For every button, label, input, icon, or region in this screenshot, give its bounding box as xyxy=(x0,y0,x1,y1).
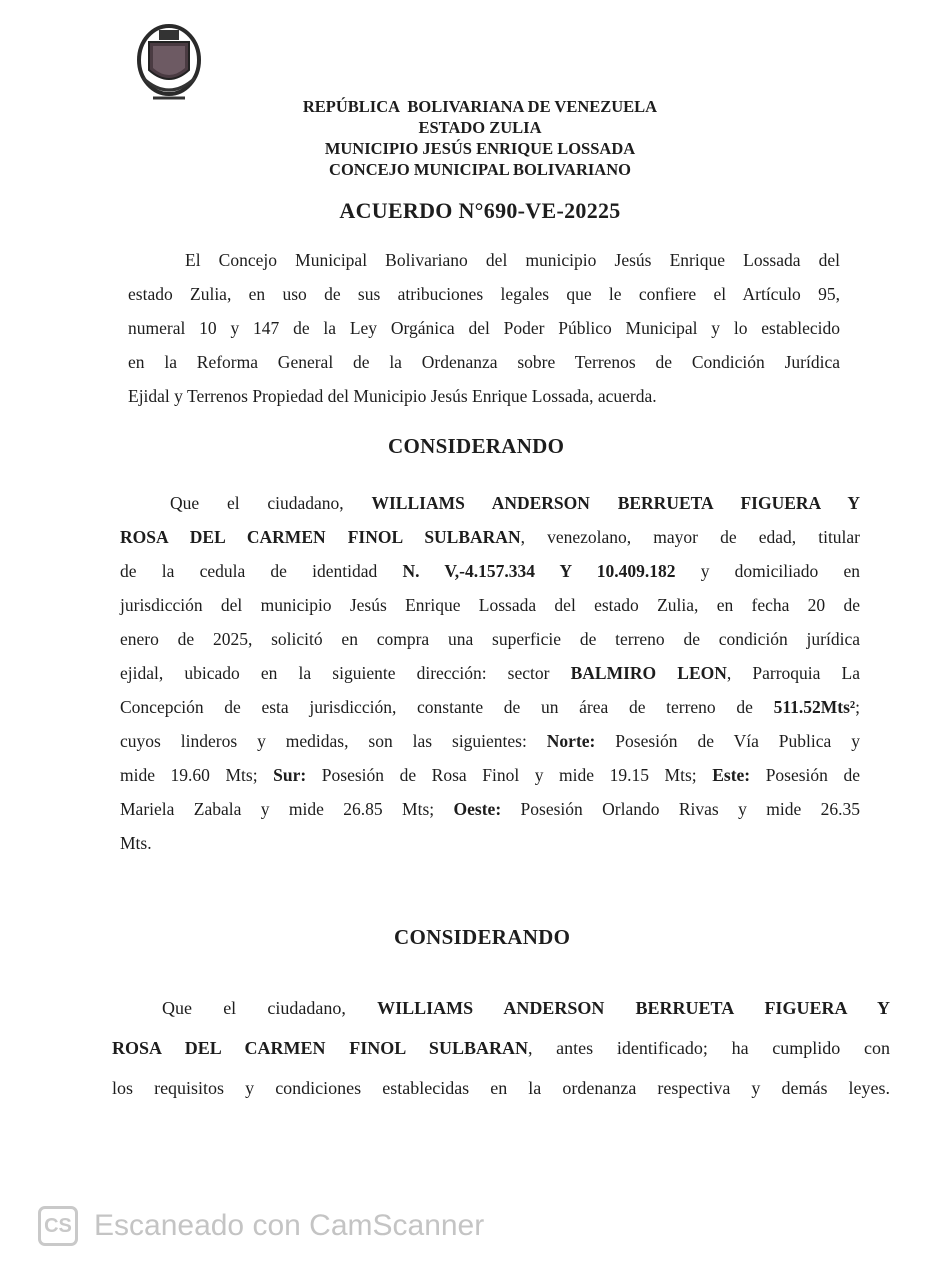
considerando-2-paragraph xyxy=(112,988,890,1108)
intro-line: en la Reforma General de la Ordenanza sobre Terrenos de Condición Jurídica xyxy=(128,352,840,372)
header-council: CONCEJO MUNICIPAL BOLIVARIANO xyxy=(329,160,631,179)
camscanner-text: Escaneado con CamScanner xyxy=(94,1209,485,1242)
considerando-1-paragraph xyxy=(120,486,860,860)
camscanner-logo-icon: CS xyxy=(38,1206,78,1246)
intro-line: estado Zulia, en uso de sus atribuciones legales que le confiere el Artículo 95, xyxy=(128,284,840,304)
intro-line: El Concejo Municipal Bolivariano del municipio Jesús Enrique Lossada del xyxy=(185,250,840,270)
municipal-seal-icon xyxy=(133,22,205,102)
considerando-heading-2: CONSIDERANDO xyxy=(394,925,571,949)
document-title: ACUERDO N°690-VE-20225 xyxy=(339,198,621,223)
paragraph-line: ROSA DEL CARMEN FINOL SULBARAN, venezolano, mayor de edad, titular xyxy=(120,527,861,547)
paragraph-line: Mariela Zabala y mide 26.85 Mts; Oeste: Posesión Orlando Rivas y mide 26.35 xyxy=(120,799,861,819)
paragraph-line: Mts. xyxy=(120,833,152,853)
paragraph-line: cuyos linderos y medidas, son las siguientes: Norte: Posesión de Vía Publica y xyxy=(120,731,860,751)
paragraph-line: ejidal, ubicado en la siguiente dirección: sector BALMIRO LEON, Parroquia La xyxy=(120,663,860,683)
paragraph-line: jurisdicción del municipio Jesús Enrique Lossada del estado Zulia, en fecha 20 de xyxy=(120,595,860,615)
header-republic: REPÚBLICA BOLIVARIANA DE VENEZUELA xyxy=(302,97,658,116)
paragraph-line: ROSA DEL CARMEN FINOL SULBARAN, antes identificado; ha cumplido con xyxy=(112,1038,890,1058)
paragraph-line: Que el ciudadano, WILLIAMS ANDERSON BERRUETA FIGUERA Y xyxy=(162,998,890,1018)
camscanner-watermark xyxy=(38,1204,484,1248)
intro-line: numeral 10 y 147 de la Ley Orgánica del Poder Público Municipal y lo establecido xyxy=(128,318,840,338)
intro-line: Ejidal y Terrenos Propiedad del Municipio Jesús Enrique Lossada, acuerda. xyxy=(128,386,657,406)
paragraph-line: de la cedula de identidad N. V,-4.157.334 Y 10.409.182 y domiciliado en xyxy=(120,561,860,581)
paragraph-line: los requisitos y condiciones establecidas en la ordenanza respectiva y demás leyes. xyxy=(112,1078,890,1098)
considerando-heading-1: CONSIDERANDO xyxy=(388,434,565,458)
intro-paragraph xyxy=(128,243,840,413)
paragraph-line: enero de 2025, solicitó en compra una superficie de terreno de condición jurídica xyxy=(120,629,860,649)
header-municipality: MUNICIPIO JESÚS ENRIQUE LOSSADA xyxy=(324,139,636,158)
paragraph-line: Que el ciudadano, WILLIAMS ANDERSON BERRUETA FIGUERA Y xyxy=(170,493,861,513)
document-header xyxy=(230,96,730,180)
paragraph-line: mide 19.60 Mts; Sur: Posesión de Rosa Finol y mide 19.15 Mts; Este: Posesión de xyxy=(120,765,861,785)
paragraph-line: Concepción de esta jurisdicción, constante de un área de terreno de 511.52Mts²; xyxy=(120,697,860,717)
header-state: ESTADO ZULIA xyxy=(418,118,542,137)
